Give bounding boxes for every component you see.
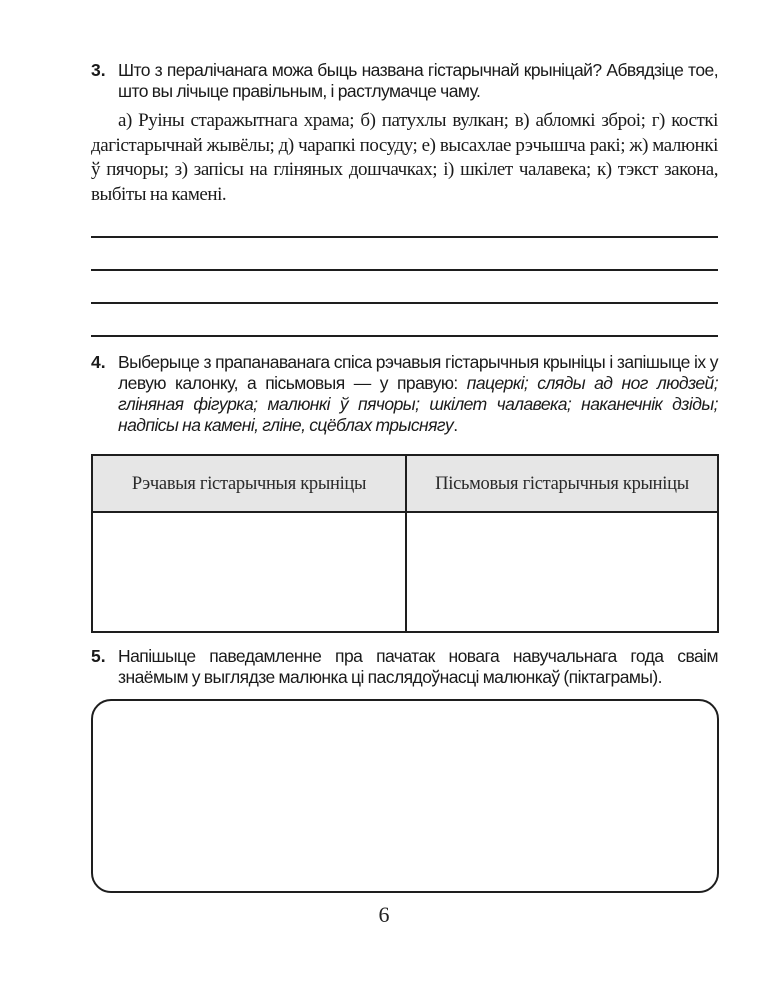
task-4-items: пацеркі; сляды ад ног людзей; гліняная фігурка; малюнкі ў пячоры; шкілет чалавека; наканечнік дзіды; надпісы на камені, гліне, сцёблах трыснягу xyxy=(118,373,719,435)
task-3-question: Што з пералічанага можа быць названа гістарычнай крыніцай? Абвядзіце тое, што вы лічыце правільным, і растлумачце чаму. xyxy=(118,60,718,101)
header-written-sources: Пісьмовыя гістарычныя крыніцы xyxy=(406,455,718,512)
task-3-options-text: а) Руіны старажытнага храма; б) патухлы вулкан; в) абломкі зброі; г) косткі дагістарычнай жывёлы; д) чарапкі посуду; е) высахлае рэчышча ракі; ж) малюнкі ў пячоры; з) запісы на гліняных дошчачках; і) шкілет чалавека; к) тэкст закона, выбіты на камені. xyxy=(91,110,718,205)
task-5-number: 5. xyxy=(91,646,106,666)
task-4-question xyxy=(118,352,718,436)
answer-line-2[interactable] xyxy=(91,269,718,271)
task-4-question-block xyxy=(91,352,718,436)
task-5 xyxy=(91,646,718,688)
task-3-question-block xyxy=(91,60,718,102)
sources-table-header-row xyxy=(92,455,718,512)
answer-line-4[interactable] xyxy=(91,335,718,337)
task-3-options xyxy=(91,109,718,207)
task-3-number: 3. xyxy=(91,60,106,80)
pictogram-drawing-box[interactable] xyxy=(91,699,719,893)
task-4-instruction: Выберыце з прапанаванага спіса рэчавыя гістарычныя крыніцы і запішыце іх у левую калонку, а пісьмовыя — у правую: xyxy=(118,352,718,393)
task-3 xyxy=(91,60,718,207)
answer-line-3[interactable] xyxy=(91,302,718,304)
task-4-items-end: . xyxy=(453,415,458,435)
task-5-question-block xyxy=(91,646,718,688)
task-4-number: 4. xyxy=(91,352,106,372)
table-row xyxy=(92,512,718,632)
task-4 xyxy=(91,352,718,436)
page-number: 6 xyxy=(378,902,390,927)
material-sources-cell[interactable] xyxy=(92,512,406,632)
header-material-sources: Рэчавыя гістарычныя крыніцы xyxy=(92,455,406,512)
sources-table xyxy=(91,454,719,633)
answer-line-1[interactable] xyxy=(91,236,718,238)
task-5-question: Напішыце паведамленне пра пачатак новага навучальнага года сваім знаёмым у выглядзе малюнка ці паслядоўнасці малюнкаў (піктаграмы). xyxy=(118,646,718,687)
written-sources-cell[interactable] xyxy=(406,512,718,632)
